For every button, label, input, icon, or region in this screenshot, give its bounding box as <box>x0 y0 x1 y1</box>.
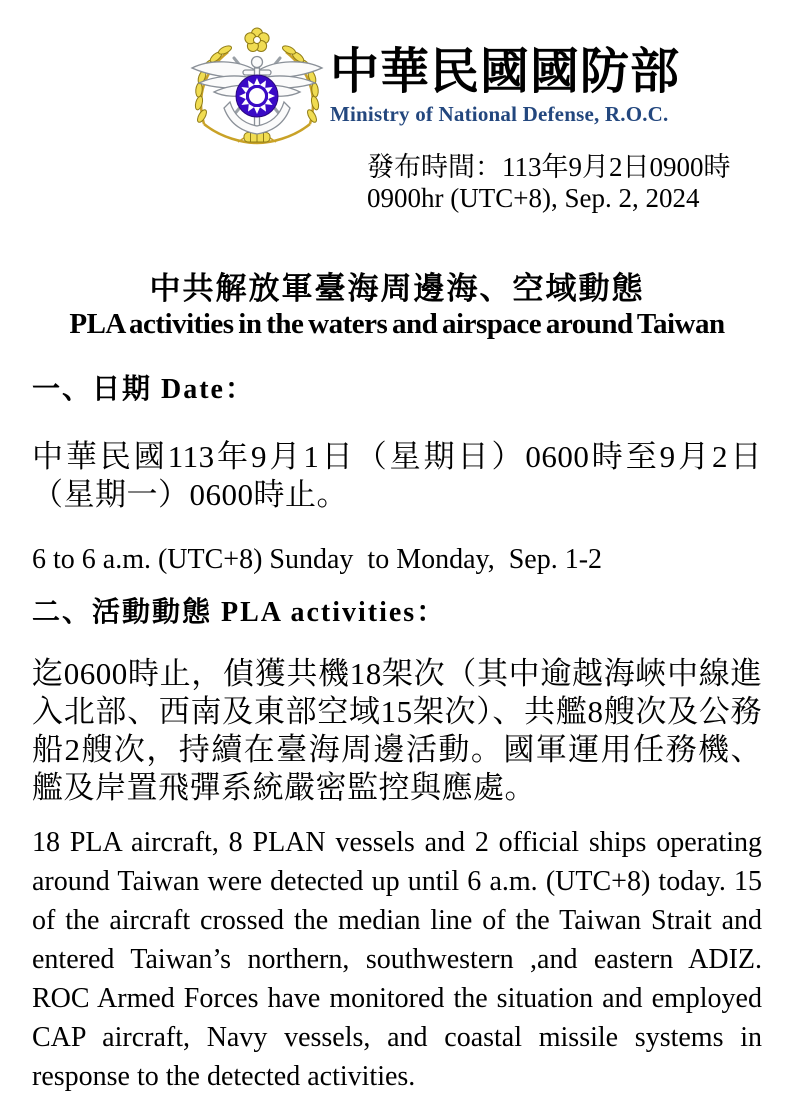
ministry-name-zh: 中華民國國防部 <box>330 44 681 99</box>
mnd-header <box>186 26 680 148</box>
roc-sun-icon <box>236 75 278 117</box>
release-time <box>367 152 731 214</box>
section-1-heading: 一、日期 Date： <box>32 374 255 405</box>
section-1-body-zh: 中華民國113年9月1日（星期日）0600時至9月2日（星期一）0600時止。 <box>32 439 762 512</box>
mnd-emblem-icon <box>186 26 328 148</box>
section-1-body-en: 6 to 6 a.m. (UTC+8) Sunday to Monday, Sep. 1-2 <box>32 544 603 575</box>
release-time-en: 0900hr (UTC+8), Sep. 2, 2024 <box>367 183 700 213</box>
header-titles <box>330 26 680 127</box>
release-time-zh: 發布時間：113年9月2日0900時 <box>367 152 731 182</box>
document-content <box>32 272 762 1096</box>
section-2-body-en: 18 PLA aircraft, 8 PLAN vessels and 2 official ships operating around Taiwan were detected up until 6 a.m. (UTC+8) today. 15 of the aircraft crossed the median line of the Taiwan Strait and entered Taiwan’s northern, southwestern ,and eastern ADIZ. ROC Armed Forces have monitored the situation and employed CAP aircraft, Navy vessels, and coastal missile systems in response to the detected activities. <box>32 827 762 1092</box>
document-title <box>32 272 762 340</box>
section-2-heading: 二、活動動態 PLA activities： <box>32 597 447 628</box>
plum-blossom-icon <box>245 28 269 52</box>
document-title-en: PLA activities in the waters and airspace around Taiwan <box>69 308 725 340</box>
ministry-name-en: Ministry of National Defense, R.O.C. <box>330 102 669 126</box>
document-title-zh: 中共解放軍臺海周邊海、空域動態 <box>149 271 645 306</box>
section-2-body-zh: 迄0600時止，偵獲共機18架次（其中逾越海峽中線進入北部、西南及東部空域15架次）、共艦8艘次及公務船2艘次，持續在臺海周邊活動。國軍運用任務機、艦及岸置飛彈系統嚴密監控與應處。 <box>32 656 762 805</box>
